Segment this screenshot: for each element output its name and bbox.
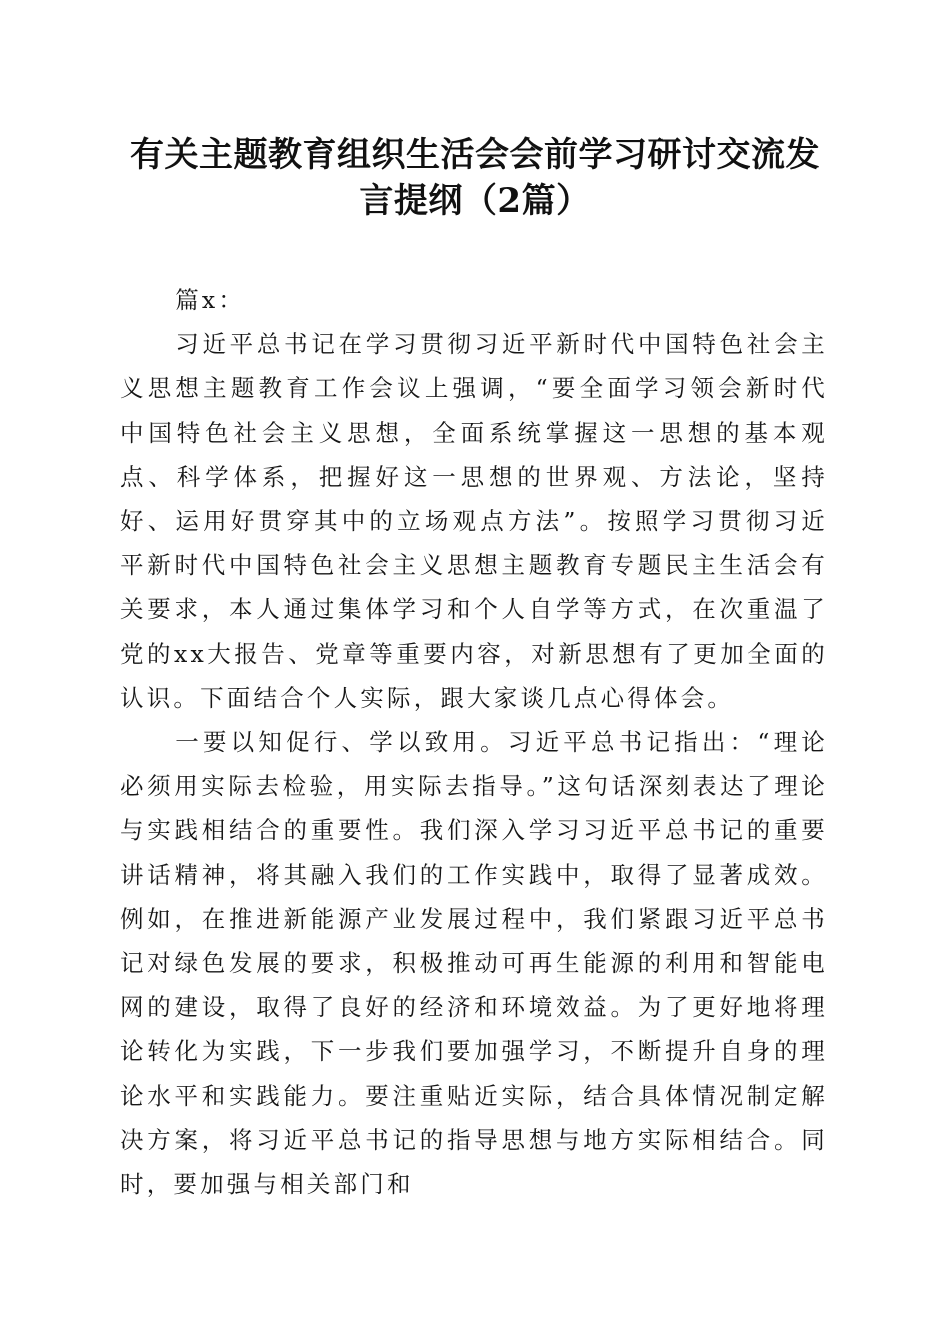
document-title	[110, 132, 840, 224]
document-body	[120, 278, 828, 1206]
section-label: 篇x：	[175, 286, 246, 314]
title-line-1: 有关主题教育组织生活会会前学习研讨交流发	[130, 135, 820, 175]
paragraph-intro: 习近平总书记在学习贯彻习近平新时代中国特色社会主义思想主题教育工作会议上强调，“要全面学习领会新时代中国特色社会主义思想，全面系统掌握这一思想的基本观点、科学体系，把握好这一思想的世界观、方法论，坚持好、运用好贯穿其中的立场观点方法”。按照学习贯彻习近平新时代中国特色社会主义思想主题教育专题民主生活会有关要求，本人通过集体学习和个人自学等方式，在次重温了党的xx大报告、党章等重要内容，对新思想有了更加全面的认识。下面结合个人实际，跟大家谈几点心得体会。	[120, 330, 828, 712]
paragraph-point-one: 一要以知促行、学以致用。习近平总书记指出：“理论必须用实际去检验，用实际去指导。”这句话深刻表达了理论与实践相结合的重要性。我们深入学习习近平总书记的重要讲话精神，将其融入我们的工作实践中，取得了显著成效。例如，在推进新能源产业发展过程中，我们紧跟习近平总书记对绿色发展的要求，积极推动可再生能源的利用和智能电网的建设，取得了良好的经济和环境效益。为了更好地将理论转化为实践，下一步我们要加强学习，不断提升自身的理论水平和实践能力。要注重贴近实际，结合具体情况制定解决方案，将习近平总书记的指导思想与地方实际相结合。同时，要加强与相关部门和	[120, 728, 828, 1199]
title-line-2: 言提纲（2篇）	[359, 181, 591, 221]
